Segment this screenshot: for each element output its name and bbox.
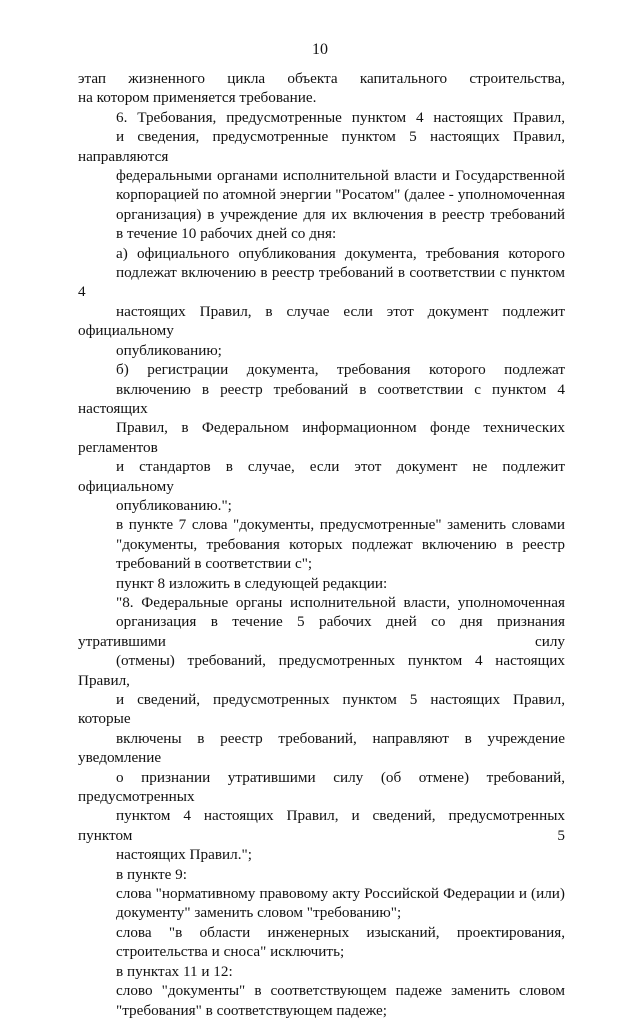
text-line: настоящих Правил, в случае если этот документ подлежит официальному	[78, 302, 565, 340]
paragraph	[78, 923, 565, 962]
text-line: слово "документы" в соответствующем падеже заменить словом	[116, 982, 565, 1000]
paragraph	[78, 884, 565, 923]
text-line: опубликованию;	[116, 341, 222, 359]
text-line: и сведений, предусмотренных пунктом 5 настоящих Правил, которые	[78, 691, 565, 728]
paragraph	[78, 981, 565, 1020]
paragraph	[78, 244, 565, 360]
text-line: пунктом 4 настоящих Правил, и сведений, предусмотренных пунктом 5	[78, 807, 565, 844]
text-line: федеральными органами исполнительной власти и Государственной	[116, 167, 565, 185]
text-line: "требования" в соответствующем падеже;	[116, 1001, 388, 1019]
paragraph	[78, 515, 565, 573]
text-line: включены в реестр требований, направляют в учреждение уведомление	[78, 729, 565, 767]
page-number: 10	[312, 41, 328, 58]
text-line: Правил, в Федеральном информационном фонде технических регламентов	[78, 419, 565, 456]
paragraph	[78, 593, 565, 865]
text-line: корпорацией по атомной энергии "Росатом" (далее - уполномоченная	[116, 186, 565, 204]
text-line: строительства и сноса" исключить;	[116, 943, 345, 961]
text-line: а) официального опубликования документа, требования которого	[116, 244, 565, 262]
text-line: в пунктах 11 и 12:	[116, 962, 233, 980]
text-line: "документы, требования которых подлежат включению в реестр	[116, 535, 565, 553]
paragraph	[78, 360, 565, 515]
text-line: на котором применяется требование.	[78, 89, 317, 107]
paragraph	[78, 574, 565, 593]
text-line: 6. Требования, предусмотренные пунктом 4 настоящих Правил,	[116, 108, 565, 126]
paragraph	[78, 962, 565, 981]
text-line: документу" заменить словом "требованию";	[116, 904, 402, 922]
text-line: организация в течение 5 рабочих дней со дня признания утратившими силу	[78, 613, 565, 650]
text-line: слова "в области инженерных изысканий, проектирования,	[116, 923, 565, 941]
text-line: этап жизненного цикла объекта капитального строительства,	[78, 70, 565, 87]
text-line: опубликованию.";	[116, 496, 232, 514]
document-body	[78, 69, 565, 1020]
text-line: "8. Федеральные органы исполнительной власти, уполномоченная	[116, 593, 565, 611]
text-line: пункт 8 изложить в следующей редакции:	[116, 574, 388, 592]
paragraph	[78, 69, 565, 108]
text-line: настоящих Правил.";	[116, 846, 252, 864]
text-line: требований в соответствии с";	[116, 555, 313, 573]
text-line: и сведения, предусмотренные пунктом 5 настоящих Правил, направляются	[78, 128, 565, 165]
text-line: слова "нормативному правовому акту Российской Федерации и (или)	[116, 885, 565, 903]
text-line: и стандартов в случае, если этот документ не подлежит официальному	[78, 458, 565, 495]
text-line: в пункте 9:	[116, 865, 187, 883]
paragraph	[78, 865, 565, 884]
text-line: о признании утратившими силу (об отмене) требований, предусмотренных	[78, 768, 565, 806]
paragraph	[78, 108, 565, 244]
text-line: включению в реестр требований в соответствии с пунктом 4 настоящих	[78, 380, 565, 417]
text-line: в течение 10 рабочих дней со дня:	[116, 225, 337, 243]
text-line: в пункте 7 слова "документы, предусмотренные" заменить словами	[116, 516, 565, 534]
text-line: подлежат включению в реестр требований в соответствии с пунктом 4	[78, 264, 565, 301]
text-line: б) регистрации документа, требования которого подлежат	[116, 361, 565, 379]
text-line: (отмены) требований, предусмотренных пунктом 4 настоящих Правил,	[78, 652, 565, 689]
text-line: организация) в учреждение для их включения в реестр требований	[116, 205, 565, 223]
